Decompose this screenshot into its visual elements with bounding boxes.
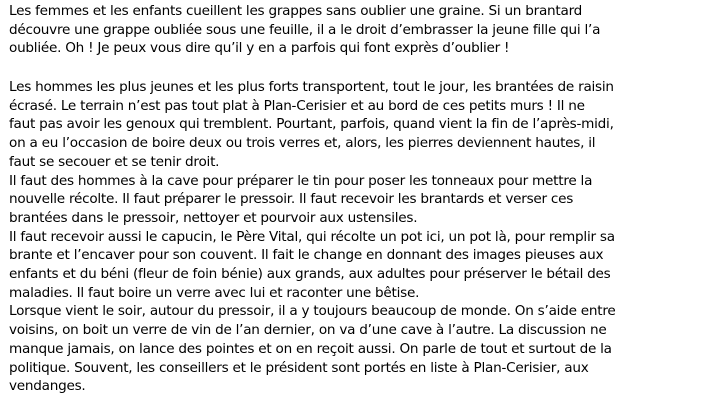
text-line: brantées dans le pressoir, nettoyer et pourvoir aux ustensiles. [9, 209, 418, 226]
text-line: manque jamais, on lance des pointes et on en reçoit aussi. On parle de tout et surtout de la [9, 340, 612, 357]
paragraph-harvest-grapes [9, 2, 706, 58]
text-line: écrasé. Le terrain n’est pas tout plat à Plan-Cerisier et au bord de ces petits murs ! Il ne [9, 97, 585, 114]
text-line: découvre une grappe oubliée sous une feuille, il a le droit d’embrasser la jeune fille qui l’a [9, 21, 601, 38]
text-line: oubliée. Oh ! Je peux vous dire qu’il y en a parfois qui font exprès d’oublier ! [9, 40, 510, 57]
text-line: Les hommes les plus jeunes et les plus forts transportent, tout le jour, les brantées de raisin [9, 79, 614, 95]
text-line: vendanges. [9, 378, 86, 395]
text-line: voisins, on boit un verre de vin de l’an dernier, on va d’une cave à l’autre. La discussion ne [9, 322, 607, 339]
text-line: Les femmes et les enfants cueillent les grappes sans oublier une graine. Si un brantard [9, 3, 583, 19]
paragraph-men-work [9, 78, 706, 396]
text-line: maladies. Il faut boire un verre avec lui et raconter une bêtise. [9, 284, 420, 301]
text-line: on a eu l’occasion de boire deux ou trois verres et, alors, les pierres deviennent hautes, il [9, 135, 596, 152]
text-line: Il faut des hommes à la cave pour préparer le tin pour poser les tonneaux pour mettre la [9, 172, 593, 189]
text-line: enfants et du béni (fleur de foin bénie) aux grands, aux adultes pour préserver le bétail des [9, 266, 611, 283]
text-line: Il faut recevoir aussi le capucin, le Père Vital, qui récolte un pot ici, un pot là, pour remplir sa [9, 228, 615, 245]
text-line: nouvelle récolte. Il faut préparer le pressoir. Il faut recevoir les brantards et verser ces [9, 191, 574, 208]
text-line: faut se secouer et se tenir droit. [9, 153, 220, 170]
text-line: Lorsque vient le soir, autour du pressoir, il a y toujours beaucoup de monde. On s’aide entre [9, 303, 616, 320]
text-line: faut pas avoir les genoux qui tremblent. Pourtant, parfois, quand vient la fin de l’après-midi, [9, 116, 614, 133]
text-line: politique. Souvent, les conseillers et le président sont portés en liste à Plan-Cerisier, aux [9, 359, 589, 376]
text-line: brante et l’encaver pour son couvent. Il fait le change en donnant des images pieuses aux [9, 247, 604, 264]
